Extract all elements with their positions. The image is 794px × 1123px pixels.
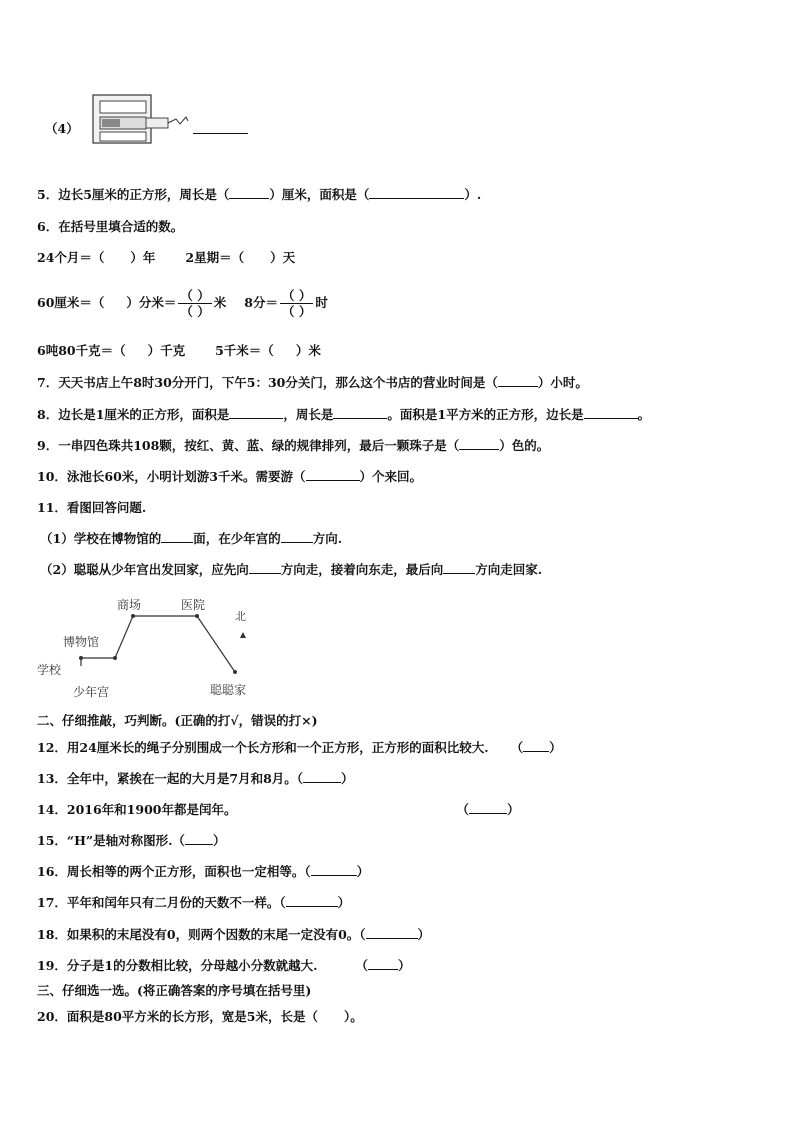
q9-text-1: 9．一串四色珠共108颗，按红、黄、蓝、绿的规律排列，最后一颗珠子是（ [37, 438, 460, 453]
q5-blank-perimeter[interactable] [229, 187, 269, 199]
q9-text-2: ）色的。 [499, 438, 550, 453]
section-2-title: 二、仔细推敲，巧判断。(正确的打√，错误的打×) [37, 713, 318, 728]
q8-text-3: 。面积是1平方米的正方形，边长是 [387, 407, 584, 422]
q6a [37, 250, 295, 266]
q11b-text-3: 方向走回家. [475, 562, 543, 577]
q11b-blank-2[interactable] [443, 562, 475, 574]
q10-text-2: ）个来回。 [359, 469, 423, 484]
q18 [37, 927, 430, 943]
q8-blank-side[interactable] [584, 407, 638, 419]
q5 [37, 187, 481, 203]
map-label-mall: 商场 [117, 598, 142, 612]
q19-paren-open: （ [355, 958, 368, 973]
q12-paren-close: ） [549, 740, 562, 755]
q14-paren-close: ） [507, 802, 520, 817]
q20-text-1: 20．面积是80平方米的长方形，宽是5米，长是（ [37, 1009, 318, 1024]
q13-paren-close: ） [341, 771, 354, 786]
q16-paren-close: ） [356, 864, 370, 879]
q6b-text-1: 60厘米＝（ [37, 295, 105, 310]
north-label: 北 [235, 610, 246, 623]
fraction-hours[interactable] [280, 288, 313, 319]
q5-text-3: ）. [464, 187, 482, 202]
q11a [40, 531, 342, 547]
q14-text: 14．2016年和1900年都是闰年。 [37, 802, 237, 817]
q6b-text-5: 时 [315, 295, 328, 310]
q19-paren-close: ） [397, 958, 411, 973]
map-label-school: 学校 [37, 663, 62, 677]
q12-paren-open: （ [510, 740, 524, 755]
q6a-text-1: 24个月＝（ [37, 250, 105, 265]
q16 [37, 864, 369, 880]
q14-paren-open: （ [456, 802, 469, 817]
q6c-text-2: ）千克 [147, 343, 186, 358]
q11b-blank-1[interactable] [249, 562, 281, 574]
q13-text: 13．全年中，紧挨在一起的大月是7月和8月。（ [37, 771, 304, 786]
q13 [37, 771, 354, 787]
q16-answer[interactable] [311, 864, 357, 876]
frac-den: （ ） [180, 304, 210, 319]
q7-text-1: 7．天天书店上午8时30分开门，下午5：30分关门，那么这个书店的营业时间是（ [37, 375, 498, 390]
q14-answer[interactable] [469, 802, 507, 814]
q18-text: 18．如果积的末尾没有0，则两个因数的末尾一定没有0。（ [37, 927, 366, 942]
q7 [37, 375, 588, 391]
q6b-text-3: 米 [213, 295, 227, 310]
q17 [37, 895, 350, 911]
q12-answer[interactable] [523, 740, 549, 752]
q6a-text-3: 2星期＝（ [185, 250, 245, 265]
q6a-text-4: ）天 [270, 250, 296, 265]
frac-num: （ ） [180, 288, 210, 303]
frac-num: （ ） [282, 288, 312, 303]
q15-text: 15．“H”是轴对称图形.（ [37, 833, 185, 848]
q8-blank-area[interactable] [229, 407, 283, 419]
q15-paren-close: ） [212, 833, 226, 848]
map-label-hospital: 医院 [181, 598, 206, 612]
q10-blank[interactable] [306, 469, 360, 481]
q11b [40, 562, 542, 578]
q6b [37, 283, 328, 323]
q8-text-1: 8．边长是1厘米的正方形，面积是 [37, 407, 230, 422]
drawer-cabinet-figure [88, 93, 193, 145]
q8-text-4: 。 [637, 407, 651, 422]
q11b-text-2: 方向走，接着向东走，最后向 [280, 562, 444, 577]
q9 [37, 438, 549, 454]
q20-text-2: ）。 [344, 1009, 363, 1024]
q7-text-2: ）小时。 [537, 375, 588, 390]
q4-label: （4） [45, 121, 79, 136]
q16-text: 16．周长相等的两个正方形，面积也一定相等。（ [37, 864, 311, 879]
q14 [37, 802, 520, 818]
q6c-text-4: ）米 [295, 343, 321, 358]
q19 [37, 958, 410, 974]
q4-answer-blank[interactable] [193, 122, 248, 134]
q6b-text-4: 8分＝ [244, 295, 278, 310]
map-label-museum: 博物馆 [63, 635, 100, 649]
q15 [37, 833, 225, 849]
q12 [37, 740, 562, 756]
q17-answer[interactable] [286, 895, 338, 907]
q11a-text-2: 面，在少年宫的 [193, 531, 281, 546]
q8 [37, 407, 650, 423]
q19-answer[interactable] [368, 958, 398, 970]
q17-text: 17．平年和闰年只有二月份的天数不一样。（ [37, 895, 286, 910]
q10-text-1: 10．泳池长60米，小明计划游3千米。需要游（ [37, 469, 306, 484]
q8-text-2: ，周长是 [283, 407, 334, 422]
q18-answer[interactable] [366, 927, 418, 939]
route-map-figure [35, 592, 275, 702]
q5-blank-area[interactable] [369, 187, 464, 199]
q7-blank[interactable] [498, 375, 538, 387]
q11a-blank-2[interactable] [281, 531, 313, 543]
q20 [37, 1009, 363, 1025]
q19-text: 19．分子是1的分数相比较，分母越小分数就越大. [37, 958, 318, 973]
q11-heading: 11．看图回答问题. [37, 500, 147, 515]
frac-den: （ ） [282, 304, 312, 319]
q11a-text-1: （1）学校在博物馆的 [40, 531, 162, 546]
q12-text: 12．用24厘米长的绳子分别围成一个长方形和一个正方形，正方形的面积比较大. [37, 740, 489, 755]
north-arrow-icon [240, 632, 246, 638]
q6-heading: 6．在括号里填合适的数。 [37, 219, 184, 234]
q11a-blank-1[interactable] [161, 531, 193, 543]
q9-blank[interactable] [459, 438, 499, 450]
q11a-text-3: 方向. [312, 531, 343, 546]
q5-text-1: 5．边长5厘米的正方形，周长是（ [37, 187, 230, 202]
q10 [37, 469, 422, 485]
q6c [37, 343, 321, 359]
map-label-youth-palace: 少年宫 [73, 685, 110, 699]
q6a-text-2: ）年 [130, 250, 156, 265]
q13-answer[interactable] [303, 771, 341, 783]
fraction-meters[interactable] [178, 288, 211, 319]
q5-text-2: ）厘米，面积是（ [269, 187, 370, 202]
q18-paren-close: ） [417, 927, 431, 942]
q15-answer[interactable] [185, 833, 213, 845]
section-3-title: 三、仔细选一选。(将正确答案的序号填在括号里) [37, 983, 312, 998]
q8-blank-perimeter[interactable] [333, 407, 387, 419]
q6c-text-3: 5千米＝（ [215, 343, 274, 358]
q11b-text-1: （2）聪聪从少年宫出发回家，应先向 [40, 562, 249, 577]
q6b-text-2: ）分米＝ [126, 295, 177, 310]
q17-paren-close: ） [337, 895, 351, 910]
q6c-text-1: 6吨80千克＝（ [37, 343, 126, 358]
map-label-congcong-home: 聪聪家 [210, 683, 247, 697]
